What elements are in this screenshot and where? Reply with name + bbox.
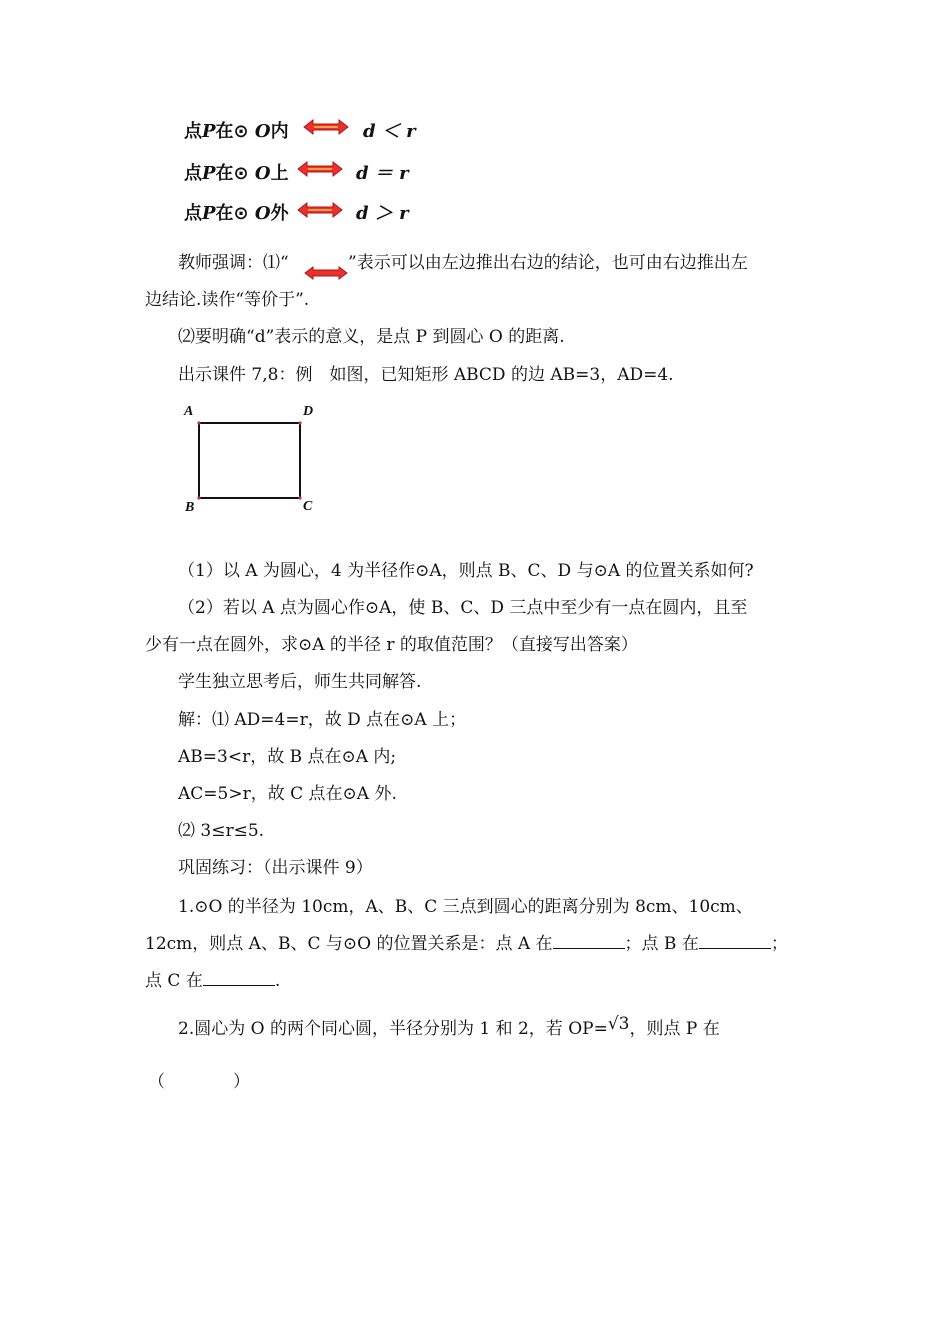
relation-label: 点P在⊙ O内 [184,121,289,142]
answer-parentheses[interactable]: （ ） [148,1072,250,1092]
vertex-label-a: A [184,404,194,419]
solution-line-1: 解：⑴ AD=4=r，故 D 点在⊙A 上； [178,710,467,730]
discussion-note: 学生独立思考后，师生共同解答. [178,672,422,692]
rectangle-abcd [190,415,310,507]
double-arrow-icon [297,202,343,218]
solution-line-4: ⑵ 3≤r≤5. [178,821,265,841]
solution-line-3: AC=5>r，故 C 点在⊙A 外. [178,784,397,804]
double-arrow-icon [304,266,348,280]
vertex-label-d: D [303,404,314,419]
double-arrow-icon [297,161,343,177]
vertex-label-c: C [303,499,313,514]
emphasis-2: ⑵要明确“d”表示的意义，是点 P 到圆心 O 的距离. [178,327,565,347]
answer-blank-a[interactable] [553,934,625,949]
vertex-label-b: B [185,500,195,515]
solution-line-2: AB=3<r，故 B 点在⊙A 内; [178,747,397,767]
practice-1-end: 点 C 在 . [145,971,281,991]
answer-blank-c[interactable] [203,971,275,986]
relation-expression: d ＝ r [356,163,409,184]
relation-expression: d ＜ r [363,121,416,142]
question-1: （1）以 A 为圆心，4 为半径作⊙A，则点 B、C、D 与⊙A 的位置关系如何? [178,561,754,581]
answer-blank-b[interactable] [699,934,771,949]
relation-label: 点P在⊙ O上 [184,163,289,184]
practice-1-continued: 12cm，则点 A、B、C 与⊙O 的位置关系是：点 A 在 ；点 B 在 ； [145,934,788,954]
question-2: （2）若以 A 点为圆心作⊙A，使 B、C、D 三点中至少有一点在圆内，且至 [178,598,748,618]
practice-2: 2.圆心为 O 的两个同心圆，半径分别为 1 和 2，若 OP=√3，则点 P 在 [178,1014,720,1039]
example-statement: 出示课件 7,8：例 如图，已知矩形 ABCD 的边 AB=3，AD=4. [178,365,674,385]
double-arrow-icon [303,119,349,135]
practice-heading: 巩固练习：（出示课件 9） [178,858,373,878]
sqrt-three: √3 [607,1014,630,1034]
question-2-continued: 少有一点在圆外，求⊙A 的半径 r 的取值范围？（直接写出答案） [145,635,638,655]
relation-expression: d ＞ r [356,203,409,224]
emphasis-1-end: ”表示可以由左边推出右边的结论，也可由右边推出左 [348,253,748,273]
emphasis-1-continued: 边结论.读作“等价于”. [145,290,310,310]
emphasis-1-start: 教师强调：⑴“ [178,253,289,273]
practice-1: 1.⊙O 的半径为 10cm，A、B、C 三点到圆心的距离分别为 8cm、10cm、 [178,897,753,917]
relation-label: 点P在⊙ O外 [184,203,289,224]
